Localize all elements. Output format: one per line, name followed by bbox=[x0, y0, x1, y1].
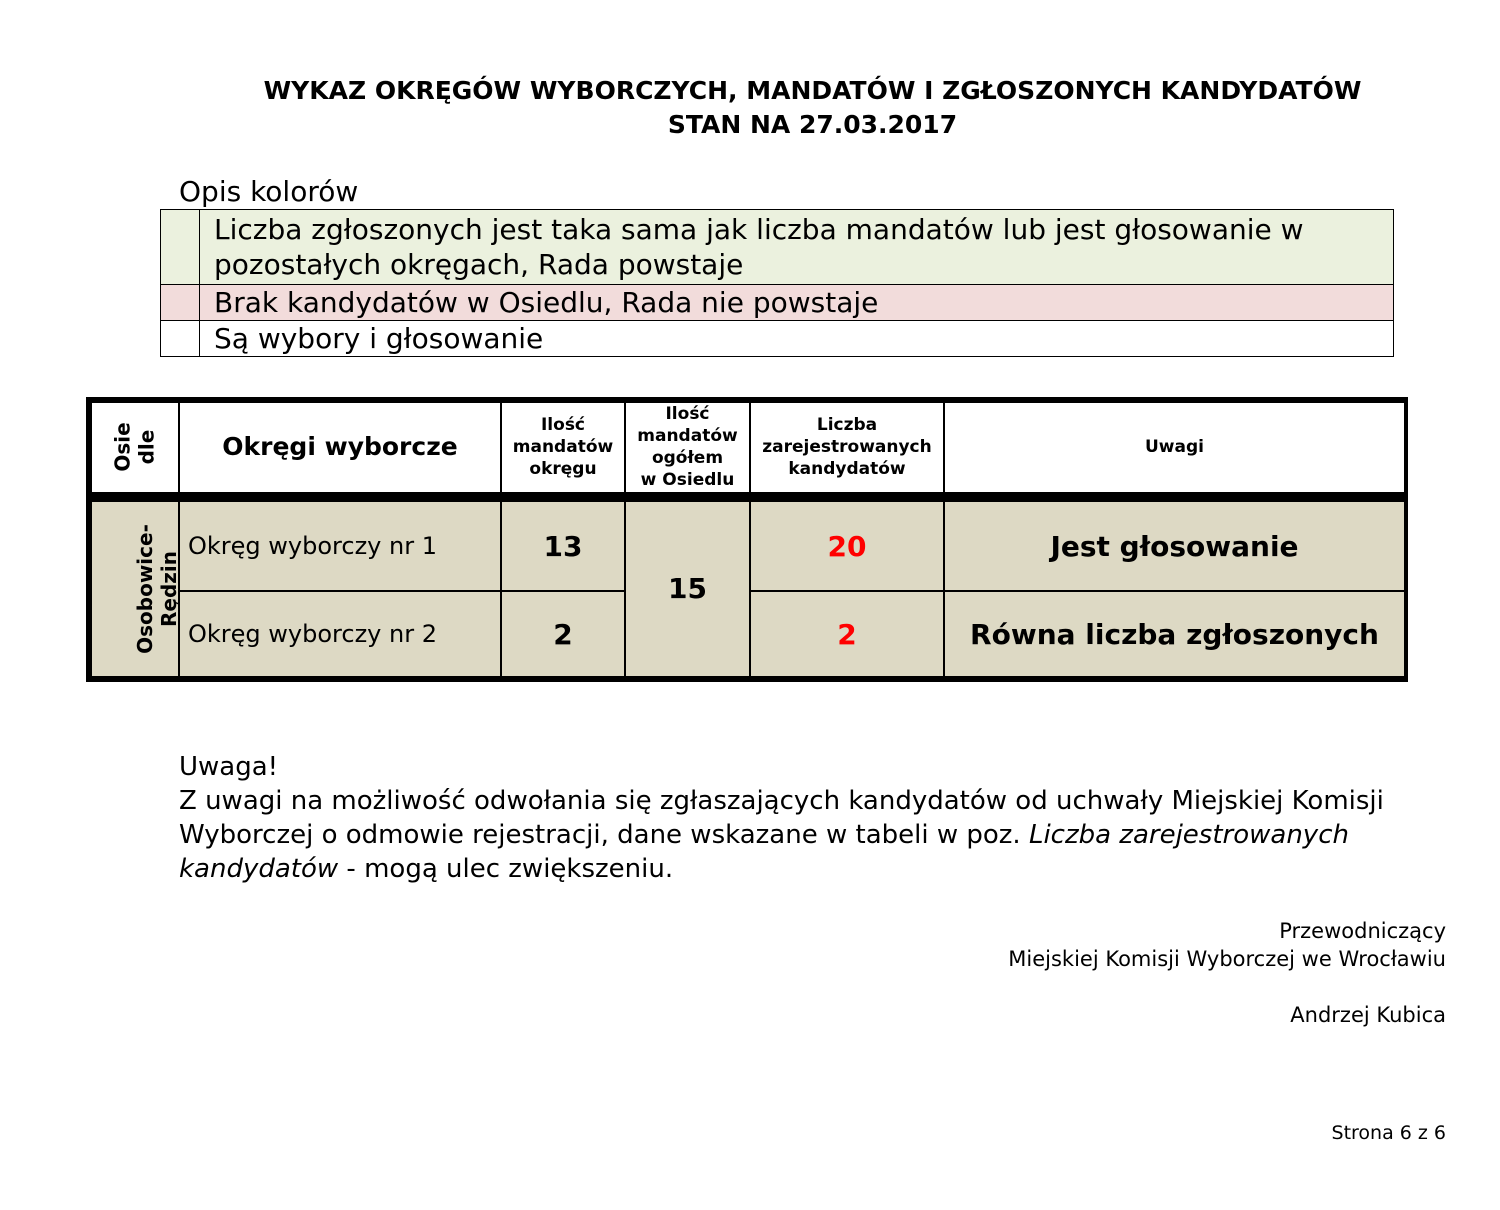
notes-text-before: Z uwagi na możliwość odwołania się zgłaszających kandydatów od uchwały Miejskiej Komisji Wyborczej o odmowie rejestracji, dane wskazane w tabeli w poz. bbox=[179, 786, 1384, 850]
legend-text-green: Liczba zgłoszonych jest taka sama jak liczba mandatów lub jest głosowanie w pozostałych okręgach, Rada powstaje bbox=[200, 210, 1394, 285]
table-header-row bbox=[91, 402, 1405, 493]
legend-text-pink: Brak kandydatów w Osiedlu, Rada nie powstaje bbox=[200, 285, 1394, 321]
legend-row-green bbox=[161, 210, 1394, 285]
header-mandaty-ogolem-l2: mandatów bbox=[637, 426, 738, 447]
signature-block bbox=[1008, 917, 1446, 1029]
color-legend bbox=[160, 209, 1394, 357]
osiedle-cell bbox=[91, 501, 179, 677]
page-number: Strona 6 z 6 bbox=[1331, 1122, 1446, 1144]
document-title bbox=[120, 74, 1500, 142]
header-mandaty-ogolem-l3: ogółem bbox=[651, 448, 724, 469]
notes-text-after: - mogą ulec zwiększeniu. bbox=[338, 854, 674, 884]
district-seats: 13 bbox=[501, 501, 625, 592]
title-line-1: WYKAZ OKRĘGÓW WYBORCZYCH, MANDATÓW I ZGŁOSZONYCH KANDYDATÓW bbox=[263, 76, 1362, 105]
header-kandydaci-l2: zarejestrowanych bbox=[762, 437, 932, 458]
signature-name: Andrzej Kubica bbox=[1290, 1003, 1446, 1027]
district-seats: 2 bbox=[501, 591, 625, 677]
districts-table bbox=[90, 401, 1406, 678]
title-line-2: STAN NA 27.03.2017 bbox=[667, 110, 958, 139]
legend-swatch-green bbox=[161, 210, 200, 285]
district-name: Okręg wyborczy nr 2 bbox=[179, 591, 501, 677]
district-remarks: Równa liczba zgłoszonych bbox=[944, 591, 1405, 677]
header-osiedle-line2: dle bbox=[134, 429, 159, 465]
header-osiedle bbox=[91, 402, 179, 493]
signature-institution: Miejskiej Komisji Wyborczej we Wrocławiu bbox=[1008, 947, 1446, 971]
header-mandaty-ogolem bbox=[625, 402, 750, 493]
notes-section bbox=[179, 750, 1399, 886]
legend-swatch-pink bbox=[161, 285, 200, 321]
notes-body bbox=[179, 784, 1399, 886]
districts-table-frame bbox=[86, 397, 1408, 682]
header-separator bbox=[91, 493, 1405, 501]
osiedle-name-line2: Rędzin bbox=[156, 550, 181, 627]
signature-title: Przewodniczący bbox=[1279, 919, 1446, 943]
header-osiedle-line1: Osie bbox=[110, 422, 135, 472]
legend-heading: Opis kolorów bbox=[179, 175, 359, 208]
header-mandaty-okregu-l2: mandatów bbox=[512, 437, 614, 458]
header-kandydaci bbox=[750, 402, 944, 493]
header-mandaty-okregu-l3: okręgu bbox=[529, 459, 597, 480]
header-kandydaci-l1: Liczba bbox=[816, 415, 878, 436]
header-mandaty-ogolem-l1: Ilość bbox=[665, 404, 710, 425]
registered-candidates: 2 bbox=[750, 591, 944, 677]
header-okregi: Okręgi wyborcze bbox=[179, 402, 501, 493]
legend-swatch-white bbox=[161, 321, 200, 357]
header-kandydaci-l3: kandydatów bbox=[788, 459, 906, 480]
header-mandaty-okregu bbox=[501, 402, 625, 493]
header-mandaty-okregu-l1: Ilość bbox=[540, 415, 586, 436]
district-remarks: Jest głosowanie bbox=[944, 501, 1405, 592]
table-row bbox=[91, 501, 1405, 592]
header-mandaty-ogolem-l4: w Osiedlu bbox=[640, 470, 735, 491]
header-uwagi: Uwagi bbox=[944, 402, 1405, 493]
legend-text-white: Są wybory i głosowanie bbox=[200, 321, 1394, 357]
legend-row-white bbox=[161, 321, 1394, 357]
registered-candidates: 20 bbox=[750, 501, 944, 592]
notes-heading: Uwaga! bbox=[179, 752, 279, 782]
notes-text-italic: Liczba zarejestrowanych kandydatów bbox=[179, 820, 1349, 884]
district-name: Okręg wyborczy nr 1 bbox=[179, 501, 501, 592]
osiedle-name-line1: Osobowice- bbox=[132, 523, 157, 654]
total-seats: 15 bbox=[625, 501, 750, 677]
legend-row-pink bbox=[161, 285, 1394, 321]
